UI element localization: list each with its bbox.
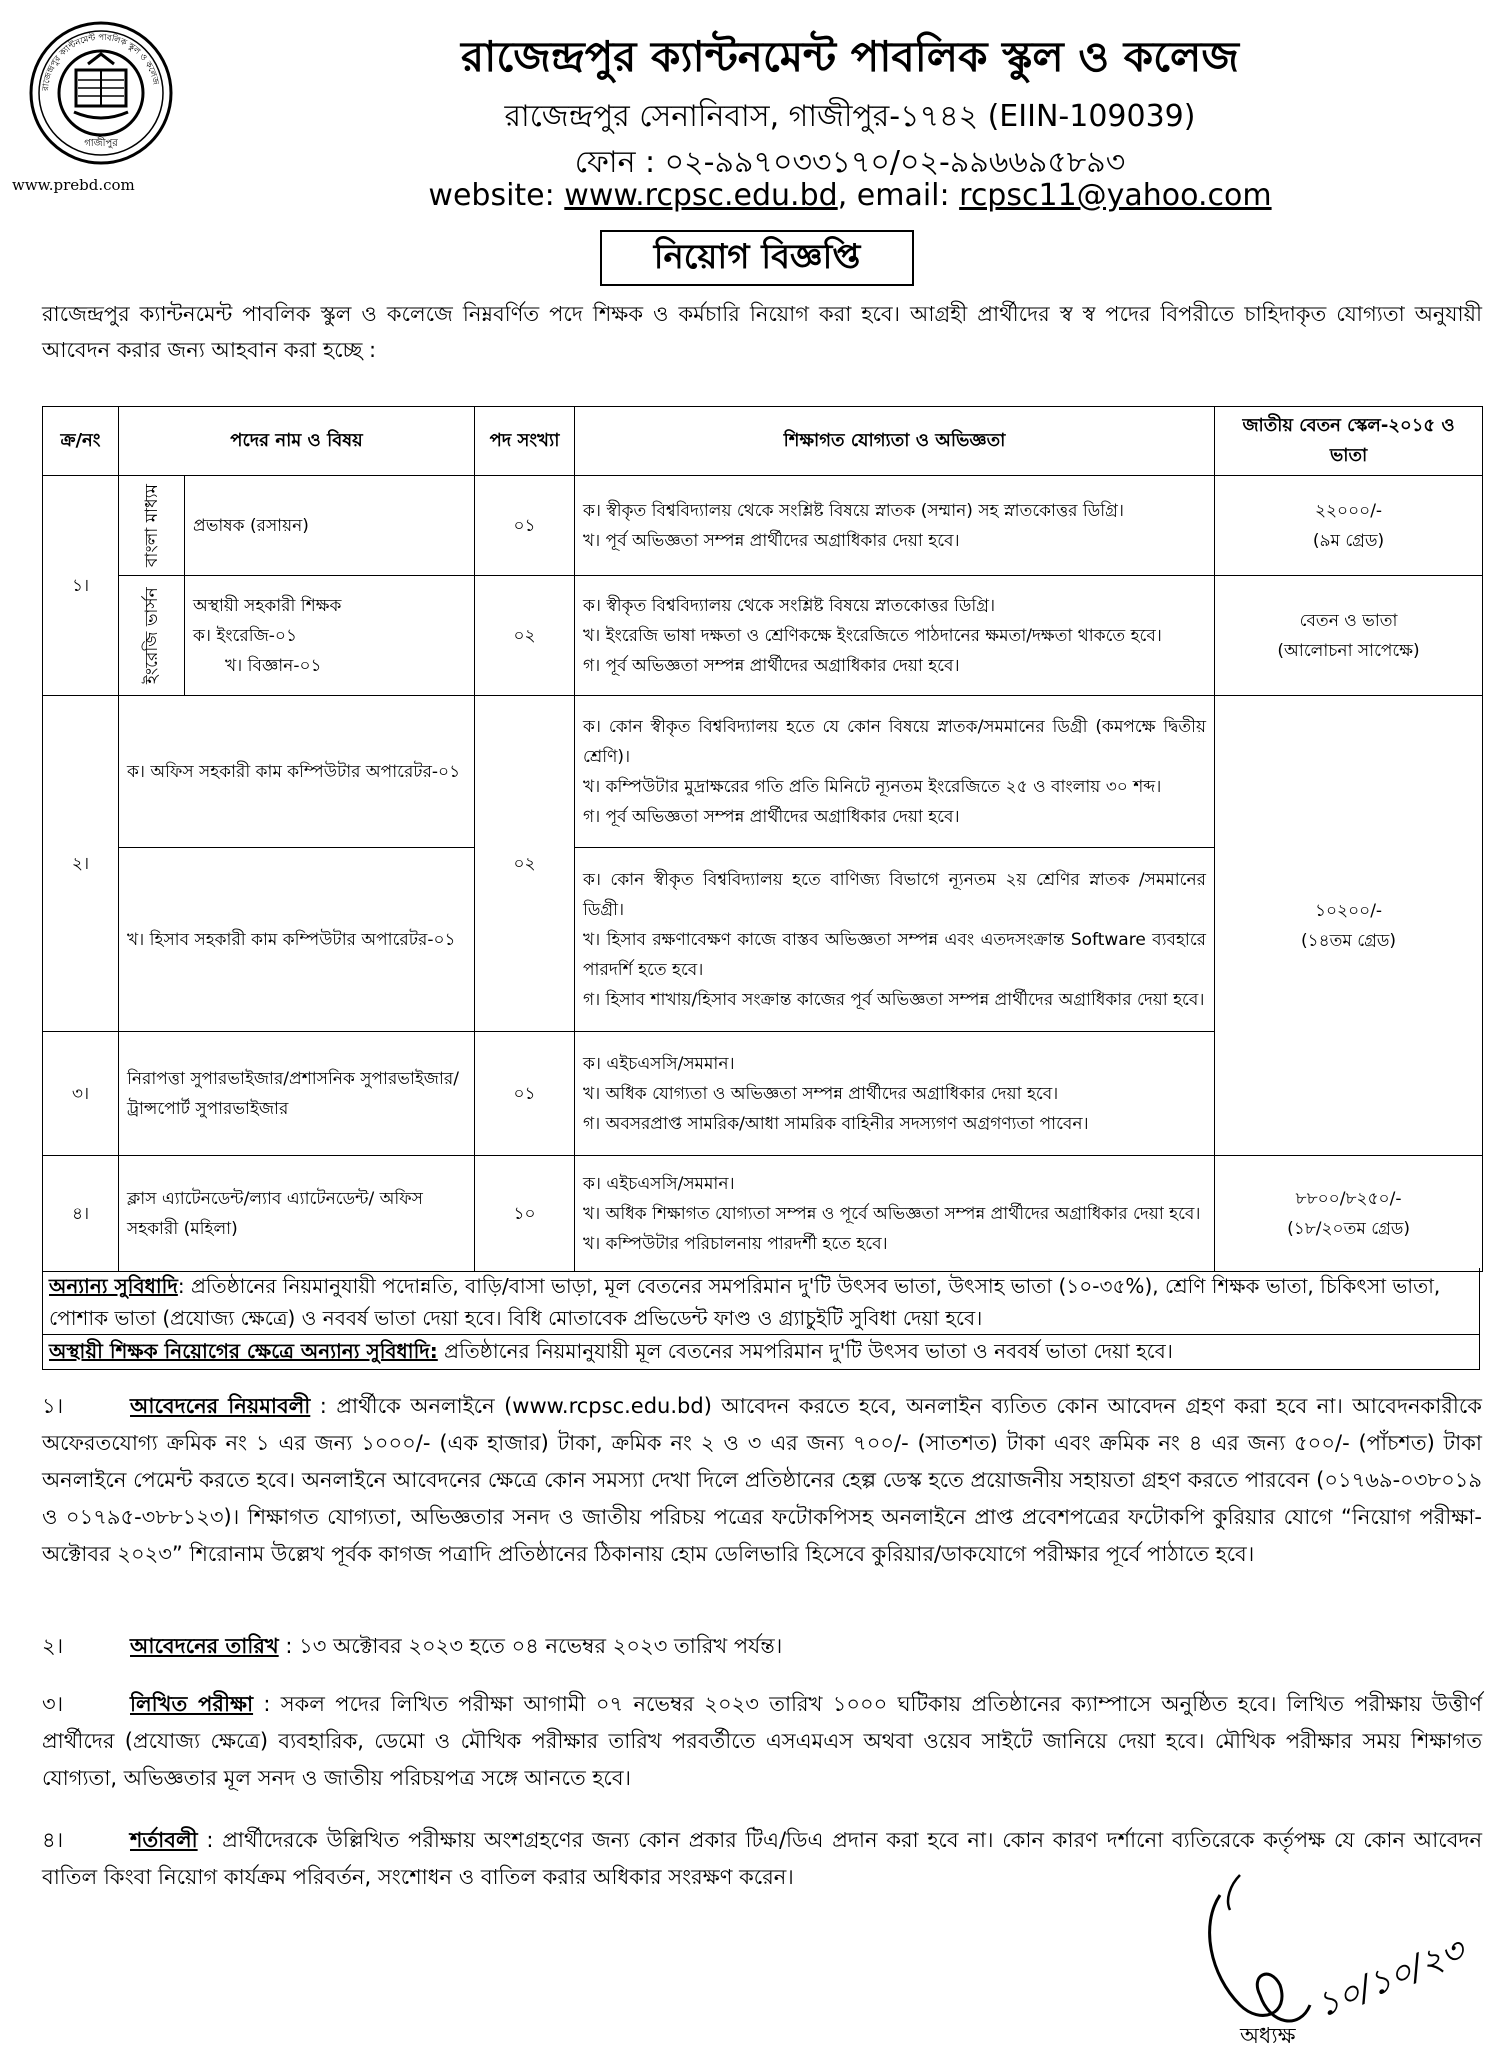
- serial-cell: ২।: [43, 696, 119, 1032]
- section-label: আবেদনের নিয়মাবলী: [130, 1394, 311, 1418]
- section-application-rules: [42, 1388, 1482, 1573]
- count-cell: ০১: [475, 1032, 575, 1156]
- section-number: ৪।: [42, 1828, 64, 1852]
- qualification-line: গ। পূর্ব অভিজ্ঞতা সম্পন্ন প্রার্থীদের অগ্রাধিকার দেয়া হবে।: [583, 655, 960, 676]
- qualification-line: খ। কম্পিউটার মুদ্রাক্ষরের গতি প্রতি মিনিটে ন্যূনতম ইংরেজিতে ২৫ ও বাংলায় ৩০ শব্দ।: [583, 776, 1162, 797]
- table-row: [43, 696, 1483, 848]
- count-cell: ০২: [475, 696, 575, 1032]
- qualification-line: ক। এইচএসসি/সমমান।: [583, 1173, 735, 1194]
- watermark-website: www.prebd.com: [12, 176, 135, 194]
- post-cell: ক। অফিস সহকারী কাম কম্পিউটার অপারেটর-০১: [119, 696, 475, 848]
- website-label: website:: [428, 178, 565, 213]
- table-header-row: [43, 407, 1483, 476]
- post-cell: নিরাপত্তা সুপারভাইজার/প্রশাসনিক সুপারভাইজার/ট্রান্সপোর্ট সুপারভাইজার: [119, 1032, 475, 1156]
- salary-cell: [1215, 696, 1483, 1156]
- medium-bangla: বাংলা মাধ্যম: [119, 476, 185, 576]
- qualification-line: খ। কম্পিউটার পরিচালনায় পারদর্শী হতে হবে।: [583, 1233, 888, 1254]
- salary-amount: বেতন ও ভাতা: [1299, 610, 1398, 631]
- signature-date: ১০/১০/২৩: [1310, 1930, 1471, 2026]
- benefits-temp-text: প্রতিষ্ঠানের নিয়মানুযায়ী মূল বেতনের সমপরিমান দু'টি উৎসব ভাতা ও নববর্ষ ভাতা দেয়া হবে।: [437, 1339, 1173, 1363]
- salary-amount: ১০২০০/-: [1314, 900, 1383, 921]
- salary-cell: [1215, 476, 1483, 576]
- intro-paragraph: রাজেন্দ্রপুর ক্যান্টনমেন্ট পাবলিক স্কুল ও কলেজে নিম্নবর্ণিত পদে শিক্ষক ও কর্মচারি নিয়োগ করা হবে। আগ্রহী প্রার্থীদের স্ব স্ব পদের বিপরীতে চাহিদাকৃত যোগ্যতা অনুযায়ী আবেদন করার জন্য আহবান করা হচ্ছে :: [42, 302, 1482, 362]
- salary-cell: [1215, 1156, 1483, 1272]
- salary-grade: (১৮/২০তম গ্রেড): [1287, 1218, 1410, 1239]
- qualification-line: খ। অধিক যোগ্যতা ও অভিজ্ঞতা সম্পন্ন প্রার্থীদের অগ্রাধিকার দেয়া হবে।: [583, 1083, 1059, 1104]
- section-text: : ১৩ অক্টোবর ২০২৩ হতে ০৪ নভেম্বর ২০২৩ তারিখ পর্যন্ত।: [278, 1634, 783, 1658]
- section-text: : সকল পদের লিখিত পরীক্ষা আগামী ০৭ নভেম্বর ২০২৩ তারিখ ১০০০ ঘটিকায় প্রতিষ্ঠানের ক্যাম্পাসে অনুষ্ঠিত হবে। লিখিত পরীক্ষায় উত্তীর্ণ প্রার্থীদের (প্রযোজ্য ক্ষেত্রে) ব্যবহারিক, ডেমো ও মৌখিক পরীক্ষার তারিখ পরবর্তীতে এসএমএস অথবা ওয়েব সাইটে জানিয়ে দেয়া হবে। মৌখিক পরীক্ষার সময় শিক্ষাগত যোগ্যতা, অভিজ্ঞতার মূল সনদ ও জাতীয় পরিচয়পত্র সঙ্গে আনতে হবে।: [42, 1692, 1482, 1790]
- posts-table: [42, 406, 1483, 1272]
- section-written-exam: [42, 1686, 1482, 1797]
- qualification-cell: [575, 848, 1215, 1032]
- qualification-line: খ। পূর্ব অভিজ্ঞতা সম্পন্ন প্রার্থীদের অগ্রাধিকার দেয়া হবে।: [583, 530, 960, 551]
- qualification-cell: [575, 576, 1215, 696]
- section-number: ৩।: [42, 1692, 64, 1716]
- post-line: খ। বিজ্ঞান-০১: [225, 655, 322, 676]
- post-cell: প্রভাষক (রসায়ন): [185, 476, 475, 576]
- section-text: : প্রার্থীকে অনলাইনে (www.rcpsc.edu.bd) আবেদন করতে হবে, অনলাইন ব্যতিত কোন আবেদন গ্রহণ করা হবে না। আবেদনকারীকে অফেরতযোগ্য ক্রমিক নং ১ এর জন্য ১০০০/- (এক হাজার) টাকা, ক্রমিক নং ২ ও ৩ এর জন্য ৭০০/- (সাতশত) টাকা এবং ক্রমিক নং ৪ এর জন্য ৫০০/- (পাঁচশত) টাকা অনলাইনে পেমেন্ট করতে হবে। অনলাইনে আবেদনের ক্ষেত্রে কোন সমস্যা দেখা দিলে প্রতিষ্ঠানের হেল্প ডেস্ক হতে প্রয়োজনীয় সহায়তা গ্রহণ করতে পারবেন (০১৭৬৯-০৩৮০১৯ ও ০১৭৯৫-৩৮৮১২৩)। শিক্ষাগত যোগ্যতা, অভিজ্ঞতার সনদ ও জাতীয় পরিচয় পত্রের ফটোকপিসহ অনলাইনে প্রাপ্ত প্রবেশপত্রের ফটোকপি কুরিয়ার যোগে “নিয়োগ পরীক্ষা-অক্টোবর ২০২৩” শিরোনাম উল্লেখ পূর্বক কাগজ পত্রাদি প্রতিষ্ঠানের ঠিকানায় হোম ডেলিভারি হিসেবে কুরিয়ার/ডাকযোগে পরীক্ষার পূর্বে পাঠাতে হবে।: [42, 1394, 1482, 1566]
- email-link[interactable]: rcpsc11@yahoo.com: [959, 178, 1272, 213]
- qualification-cell: [575, 1156, 1215, 1272]
- medium-english: ইংরেজি ভার্সন: [119, 576, 185, 696]
- serial-cell: ৩।: [43, 1032, 119, 1156]
- benefits-line-general: [49, 1270, 1473, 1334]
- serial-cell: ৪।: [43, 1156, 119, 1272]
- post-cell: [185, 576, 475, 696]
- header-serial: ক্র/নং: [43, 407, 119, 476]
- section-number: ১।: [42, 1394, 64, 1418]
- qualification-line: গ। পূর্ব অভিজ্ঞতা সম্পন্ন প্রার্থীদের অগ্রাধিকার দেয়া হবে।: [583, 806, 960, 827]
- qualification-line: ক। কোন স্বীকৃত বিশ্ববিদ্যালয় হতে বাণিজ্য বিভাগে ন্যূনতম ২য় শ্রেণির স্নাতক /সমমানের ডিগ্রী।: [583, 869, 1207, 920]
- post-cell: ক্লাস এ্যাটেনডেন্ট/ল্যাব এ্যাটেনডেন্ট/ অফিস সহকারী (মহিলা): [119, 1156, 475, 1272]
- header-count: পদ সংখ্যা: [475, 407, 575, 476]
- benefits-box: [42, 1268, 1480, 1370]
- section-label: শর্তাবলী: [130, 1828, 198, 1852]
- salary-grade: (৯ম গ্রেড): [1312, 530, 1385, 551]
- qualification-line: গ। অবসরপ্রাপ্ত সামরিক/আধা সামরিক বাহিনীর সদস্যগণ অগ্রগণ্যতা পাবেন।: [583, 1113, 1089, 1134]
- email-label: , email:: [837, 178, 960, 213]
- section-label: লিখিত পরীক্ষা: [130, 1692, 254, 1716]
- serial-cell: ১।: [43, 476, 119, 696]
- benefits-label: অন্যান্য সুবিধাদি: [49, 1274, 178, 1298]
- school-address: রাজেন্দ্রপুর সেনানিবাস, গাজীপুর-১৭৪২ (EIIN-109039): [504, 99, 1196, 134]
- header-qualification: শিক্ষাগত যোগ্যতা ও অভিজ্ঞতা: [575, 407, 1215, 476]
- section-text: : প্রার্থীদেরকে উল্লিখিত পরীক্ষায় অংশগ্রহণের জন্য কোন প্রকার টিএ/ডিএ প্রদান করা হবে না। কোন কারণ দর্শানো ব্যতিরেকে কর্তৃপক্ষ যে কোন আবেদন বাতিল কিংবা নিয়োগ কার্যক্রম পরিবর্তন, সংশোধন ও বাতিল করার অধিকার সংরক্ষণ করেন।: [42, 1828, 1482, 1889]
- count-cell: ০২: [475, 576, 575, 696]
- qualification-line: ক। স্বীকৃত বিশ্ববিদ্যালয় থেকে সংশ্লিষ্ট বিষয়ে স্নাতকোত্তর ডিগ্রি।: [583, 595, 996, 616]
- qualification-line: ক। স্বীকৃত বিশ্ববিদ্যালয় থেকে সংশ্লিষ্ট বিষয়ে স্নাতক (সম্মান) সহ স্নাতকোত্তর ডিগ্রি।: [583, 500, 1124, 521]
- table-row: [43, 1156, 1483, 1272]
- count-cell: ০১: [475, 476, 575, 576]
- salary-amount: ৮৮০০/৮২৫০/-: [1295, 1188, 1402, 1209]
- benefits-text: : প্রতিষ্ঠানের নিয়মানুযায়ী পদোন্নতি, বাড়ি/বাসা ভাড়া, মূল বেতনের সমপরিমান দু'টি উৎসব ভাতা, উৎসাহ ভাতা (১০-৩৫%), শ্রেণি শিক্ষক ভাতা, চিকিৎসা ভাতা, পোশাক ভাতা (প্রযোজ্য ক্ষেত্রে) ও নববর্ষ ভাতা দেয়া হবে। বিধি মোতাবেক প্রভিডেন্ট ফাণ্ড ও গ্র্যাচুইটি সুবিধা দেয়া হবে।: [49, 1274, 1441, 1330]
- table-row: [43, 576, 1483, 696]
- svg-text:গাজীপুর: গাজীপুর: [84, 138, 118, 149]
- website-link[interactable]: www.rcpsc.edu.bd: [564, 178, 838, 213]
- qualification-line: ক। এইচএসসি/সমমান।: [583, 1053, 735, 1074]
- salary-cell: [1215, 576, 1483, 696]
- qualification-line: গ। হিসাব শাখায়/হিসাব সংক্রান্ত কাজের পূর্ব অভিজ্ঞতা সম্পন্ন প্রার্থীদের অগ্রাধিকার দেয়া হবে।: [583, 989, 1205, 1010]
- section-number: ২।: [42, 1634, 64, 1658]
- header-salary: জাতীয় বেতন স্কেল-২০১৫ ও ভাতা: [1215, 407, 1483, 476]
- post-line: ক। ইংরেজি-০১: [193, 625, 298, 646]
- qualification-cell: [575, 696, 1215, 848]
- salary-grade: (১৪তম গ্রেড): [1300, 930, 1397, 951]
- signature-title: অধ্যক্ষ: [1240, 2024, 1296, 2049]
- header-post: পদের নাম ও বিষয়: [119, 407, 475, 476]
- qualification-line: ক। কোন স্বীকৃত বিশ্ববিদ্যালয় হতে যে কোন বিষয়ে স্নাতক/সমমানের ডিগ্রী (কমপক্ষে দ্বিতীয় শ্রেণি)।: [583, 716, 1207, 767]
- post-cell: খ। হিসাব সহকারী কাম কম্পিউটার অপারেটর-০১: [119, 848, 475, 1032]
- salary-amount: ২২০০০/-: [1314, 500, 1383, 521]
- salary-grade: (আলোচনা সাপেক্ষে): [1277, 640, 1420, 661]
- website-email-line: [200, 178, 1500, 213]
- signature-block: [1180, 1855, 1490, 2055]
- qualification-cell: [575, 476, 1215, 576]
- qualification-line: খ। ইংরেজি ভাষা দক্ষতা ও শ্রেণিকক্ষে ইংরেজিতে পাঠদানের ক্ষমতা/দক্ষতা থাকতে হবে।: [583, 625, 1162, 646]
- qualification-line: খ। অধিক শিক্ষাগত যোগ্যতা সম্পন্ন ও পূর্বে অভিজ্ঞতা সম্পন্ন প্রার্থীদের অগ্রাধিকার দেয়া হবে।: [583, 1203, 1201, 1224]
- section-application-date: [42, 1628, 1482, 1665]
- svg-text:রাজেন্দ্রপুর ক্যান্টনমেন্ট পাব: রাজেন্দ্রপুর ক্যান্টনমেন্ট পাবলিক স্কুল ও কলেজ: [40, 32, 161, 92]
- school-logo: [28, 20, 174, 166]
- count-cell: ১০: [475, 1156, 575, 1272]
- section-label: আবেদনের তারিখ: [130, 1634, 279, 1658]
- benefits-temp-label: অস্থায়ী শিক্ষক নিয়োগের ক্ষেত্রে অন্যান্য সুবিধাদি:: [49, 1339, 438, 1363]
- qualification-cell: [575, 1032, 1215, 1156]
- school-name: রাজেন্দ্রপুর ক্যান্টনমেন্ট পাবলিক স্কুল ও কলেজ: [461, 32, 1239, 81]
- benefits-line-temporary: [43, 1334, 1479, 1367]
- post-line: অস্থায়ী সহকারী শিক্ষক: [193, 595, 342, 616]
- table-row: [43, 476, 1483, 576]
- qualification-line: খ। হিসাব রক্ষণাবেক্ষণ কাজে বাস্তব অভিজ্ঞতা সম্পন্ন এবং এতদসংক্রান্ত Software ব্যবহারে পারদর্শি হতে হবে।: [583, 929, 1207, 980]
- notice-title: নিয়োগ বিজ্ঞপ্তি: [600, 230, 914, 286]
- school-phone: ফোন : ০২-৯৯৭০৩৩১৭০/০২-৯৯৬৬৯৫৮৯৩: [574, 145, 1126, 180]
